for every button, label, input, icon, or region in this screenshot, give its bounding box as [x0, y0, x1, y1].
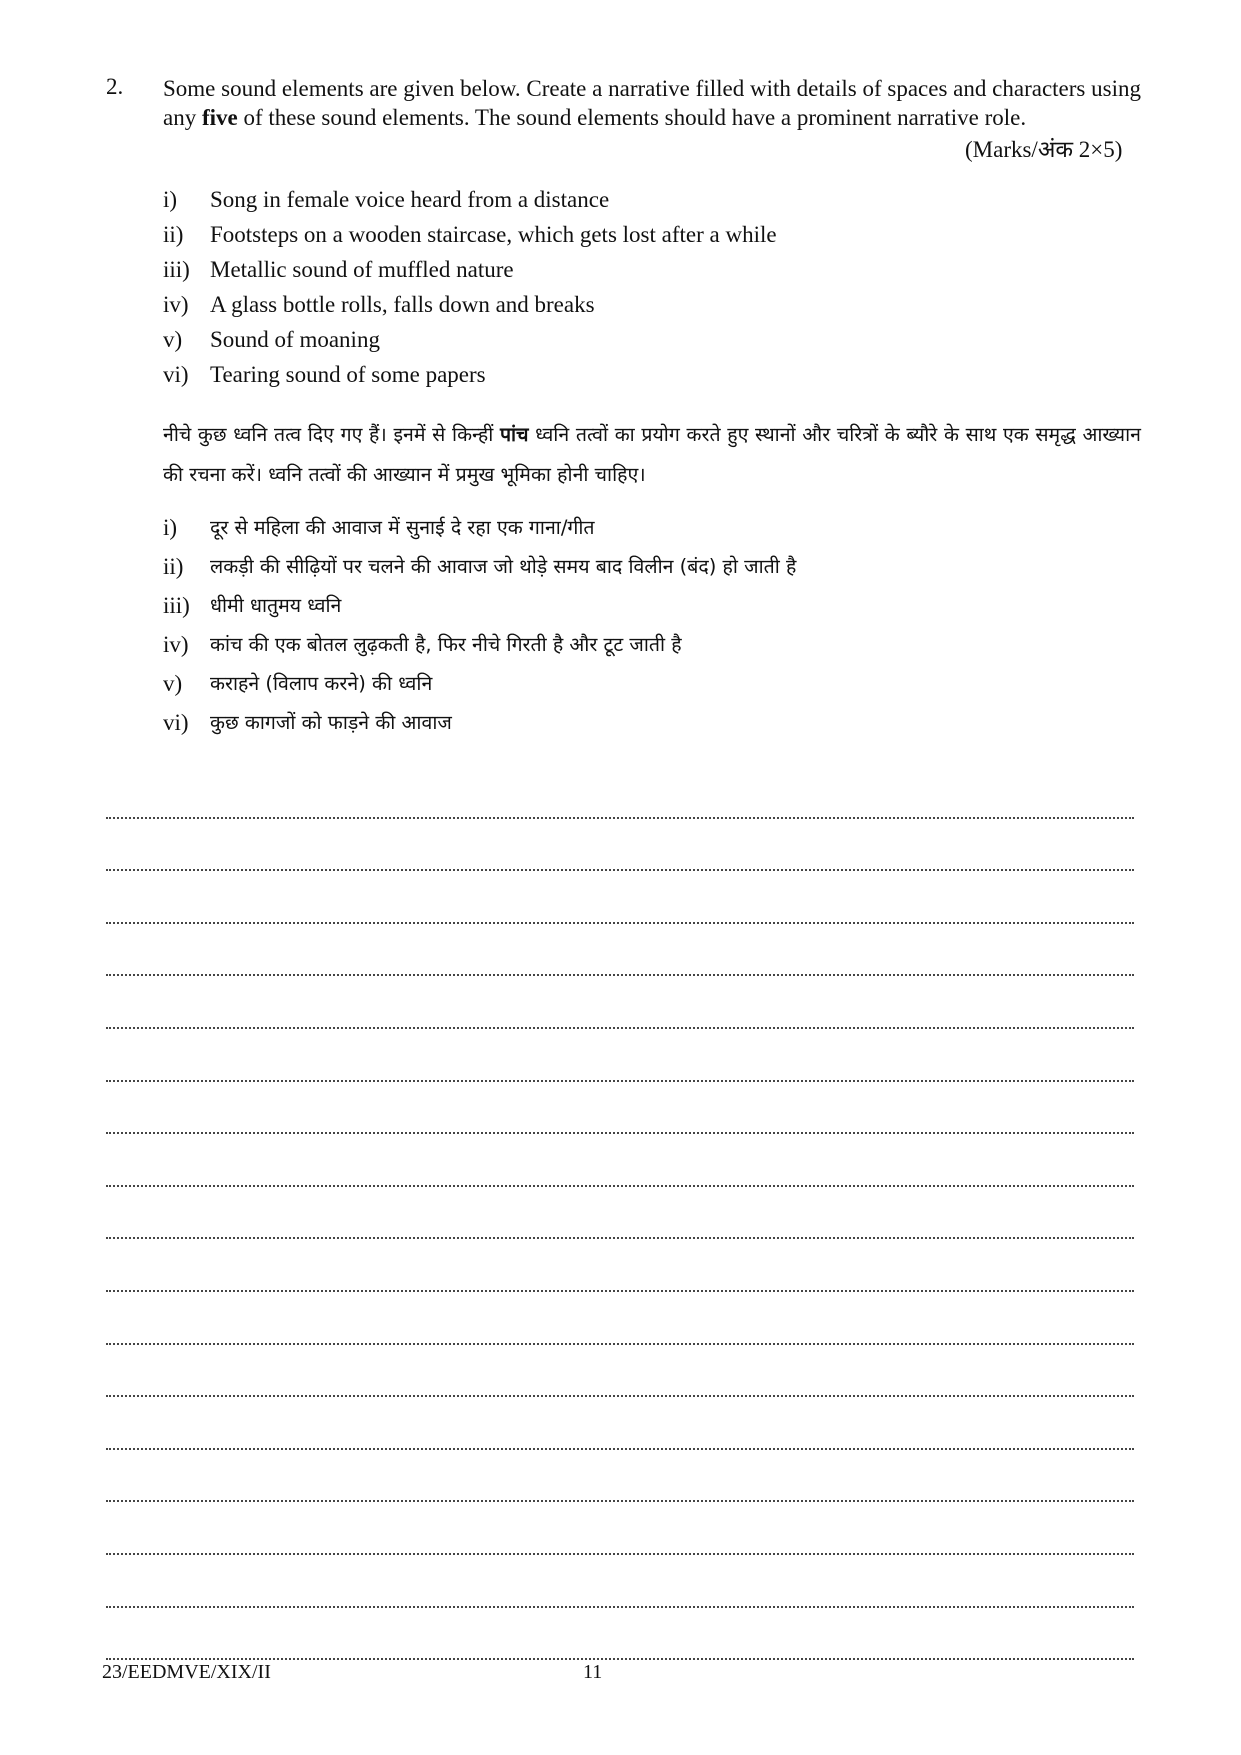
list-item — [163, 217, 1063, 252]
list-item — [163, 322, 1063, 357]
answer-line — [106, 1082, 1134, 1135]
item-number: ii) — [163, 554, 184, 579]
item-text: लकड़ी की सीढ़ियों पर चलने की आवाज जो थोड़े समय बाद विलीन (बंद) हो जाती है — [210, 555, 797, 578]
item-text: Tearing sound of some papers — [210, 362, 486, 387]
answer-area[interactable] — [106, 766, 1134, 1660]
english-options-list — [163, 182, 1063, 392]
answer-line — [106, 1292, 1134, 1345]
answer-line — [106, 1502, 1134, 1555]
question-text — [163, 74, 1141, 132]
item-number: vi) — [163, 362, 189, 387]
list-item — [163, 625, 1063, 664]
answer-line — [106, 976, 1134, 1029]
answer-line — [106, 1239, 1134, 1292]
answer-line — [106, 1345, 1134, 1398]
list-item — [163, 508, 1063, 547]
item-number: ii) — [163, 222, 184, 247]
answer-line — [106, 1187, 1134, 1240]
answer-line — [106, 1134, 1134, 1187]
item-number: v) — [163, 327, 183, 352]
item-number: i) — [163, 515, 178, 540]
item-number: iv) — [163, 632, 189, 657]
list-item — [163, 547, 1063, 586]
question-number: 2. — [106, 74, 124, 99]
answer-line — [106, 1450, 1134, 1503]
hindi-intro-bold: पांच — [499, 423, 529, 446]
item-number: vi) — [163, 710, 189, 735]
list-item — [163, 252, 1063, 287]
item-text: A glass bottle rolls, falls down and breaks — [210, 292, 595, 317]
item-number: v) — [163, 671, 183, 696]
list-item — [163, 703, 1063, 742]
marks-label: (Marks/अंक 2×5) — [965, 137, 1123, 162]
list-item — [163, 586, 1063, 625]
item-text: दूर से महिला की आवाज में सुनाई दे रहा एक गाना/गीत — [210, 516, 595, 539]
item-number: i) — [163, 187, 178, 212]
list-item — [163, 287, 1063, 322]
hindi-intro-part1: नीचे कुछ ध्वनि तत्व दिए गए हैं। इनमें से किन्हीं — [163, 423, 500, 446]
answer-line — [106, 1397, 1134, 1450]
list-item — [163, 182, 1063, 217]
item-number: iii) — [163, 257, 190, 282]
item-text: धीमी धातुमय ध्वनि — [210, 594, 342, 617]
item-text: कुछ कागजों को फाड़ने की आवाज — [210, 711, 452, 734]
item-text: Metallic sound of muffled nature — [210, 257, 514, 282]
answer-line — [106, 1608, 1134, 1661]
answer-line — [106, 924, 1134, 977]
list-item — [163, 664, 1063, 703]
answer-line — [106, 819, 1134, 872]
answer-line — [106, 1029, 1134, 1082]
item-number: iii) — [163, 593, 190, 618]
question-text-part1: Some sound elements are given below. Create a narrative filled with details of spaces and characters using any — [163, 76, 1141, 130]
item-text: कराहने (विलाप करने) की ध्वनि — [210, 672, 433, 695]
item-text: कांच की एक बोतल लुढ़कती है, फिर नीचे गिरती है और टूट जाती है — [210, 633, 682, 656]
answer-line — [106, 766, 1134, 819]
question-text-bold: five — [201, 105, 238, 130]
list-item — [163, 357, 1063, 392]
page-number: 11 — [583, 1661, 603, 1683]
answer-line — [106, 1555, 1134, 1608]
question-text-part2: of these sound elements. The sound elements should have a prominent narrative role. — [237, 105, 1027, 130]
item-text: Sound of moaning — [210, 327, 380, 352]
item-text: Song in female voice heard from a distance — [210, 187, 610, 212]
hindi-question-text — [163, 415, 1141, 495]
item-text: Footsteps on a wooden staircase, which gets lost after a while — [210, 222, 777, 247]
hindi-options-list — [163, 508, 1063, 742]
hindi-intro-part2: ध्वनि तत्वों का प्रयोग करते हुए स्थानों और चरित्रों के ब्यौरे के साथ एक समृद्ध आख्यान की रचना करें। ध्वनि तत्वों की आख्यान में प्रमुख भूमिका होनी चाहिए। — [163, 423, 1141, 486]
item-number: iv) — [163, 292, 189, 317]
answer-line — [106, 871, 1134, 924]
paper-code: 23/EEDMVE/XIX/II — [102, 1661, 271, 1683]
